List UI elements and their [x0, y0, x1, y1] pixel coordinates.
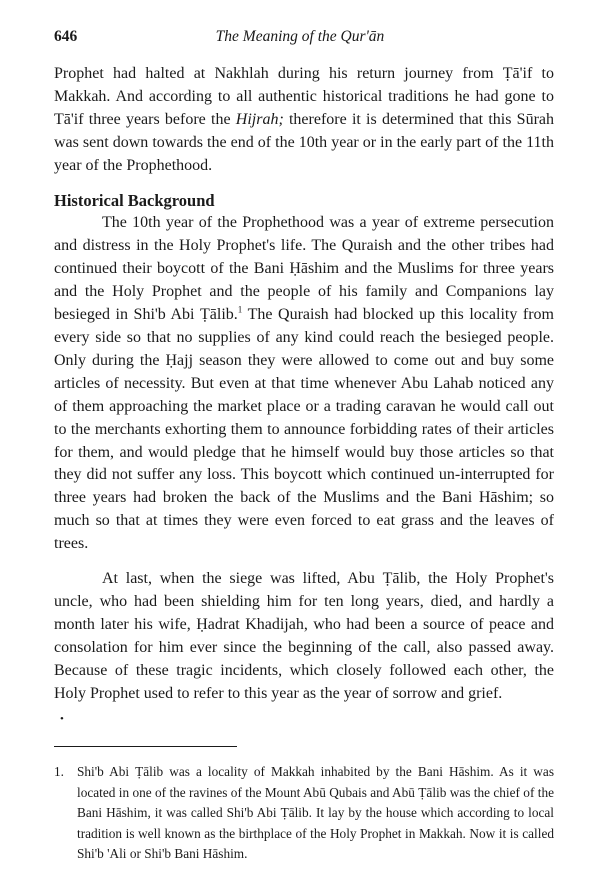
intro-paragraph [54, 63, 554, 178]
body-text [54, 63, 554, 705]
paragraph-text: The 10th year of the Prophethood was a year of extreme persecution and distress in the Holy Prophet's life. The Quraish and the other tribes had continued their boycott of the Bani Ḥāshim and the Muslims for three years and the Holy Prophet and the people of his family and Companions lay besieged in Shi'b Abi Ṭālib. [54, 214, 554, 324]
footnote-text: Shi'b Abi Ṭālib was a locality of Makkah inhabited by the Bani Hāshim. As it was located in one of the ravines of the Mount Abū Qubais and Abū Ṭālib was the chief of the Bani Hāshim, it was called Shi'b Abi Ṭālib. It lay by the house which according to local tradition is well known as the birthplace of the Holy Prophet in Makkah. Now it is called Shi'b 'Ali or Shi'b Bani Hāshim. [77, 764, 554, 862]
intro-text-part: therefore it is determined that this Sūrah was sent down towards the end of the 10th year or in the early part of the 11th year of the Prophethood. [54, 110, 554, 174]
footnote-number: 1. [54, 764, 64, 779]
paragraph-historical-2: At last, when the siege was lifted, Abu Ṭālib, the Holy Prophet's uncle, who had been shielding him for ten long years, died, and hardly a month later his wife, Ḥadrat Khadijah, who had been a source of peace and consolation for him ever since the beginning of the call, also passed away. Because of these tragic incidents, which closely followed each other, the Holy Prophet used to refer to this year as the year of sorrow and grief. [54, 570, 554, 702]
section-heading: Historical Background [54, 190, 215, 210]
footnote [54, 762, 554, 865]
footnote-divider [54, 746, 237, 747]
running-title: The Meaning of the Qur'ān [215, 28, 385, 45]
footnote-reference: 1 [237, 304, 243, 315]
page-header [54, 28, 546, 52]
paragraph-historical-1 [54, 212, 554, 556]
hijrah-italic: Hijrah; [235, 110, 284, 128]
page-number: 646 [54, 28, 78, 45]
paragraph-text: The Quraish had blocked up this locality from every side so that no supplies of any kind could reach the besieged people. Only during the Ḥajj season they were allowed to come out and buy some articles of necessity. But even at that time whenever Abu Lahab noticed any of them approaching the market place or a trading caravan he would call out to the merchants exhorting them to announce forbidding rates of their articles for them, and would pledge that he himself would buy those articles so that they did not suffer any loss. This boycott which continued un-interrupted for three years had broken the back of the Muslims and the Bani Hāshim; so much so that at times they were even forced to eat grass and the leaves of trees. [54, 306, 555, 553]
intro-text-part: Prophet had halted at Nakhlah during his return journey from Ṭā'if to Makkah. And according to all authentic historical traditions he had gone to Tā'if three years before the [54, 65, 554, 128]
stray-mark: • [60, 713, 64, 725]
